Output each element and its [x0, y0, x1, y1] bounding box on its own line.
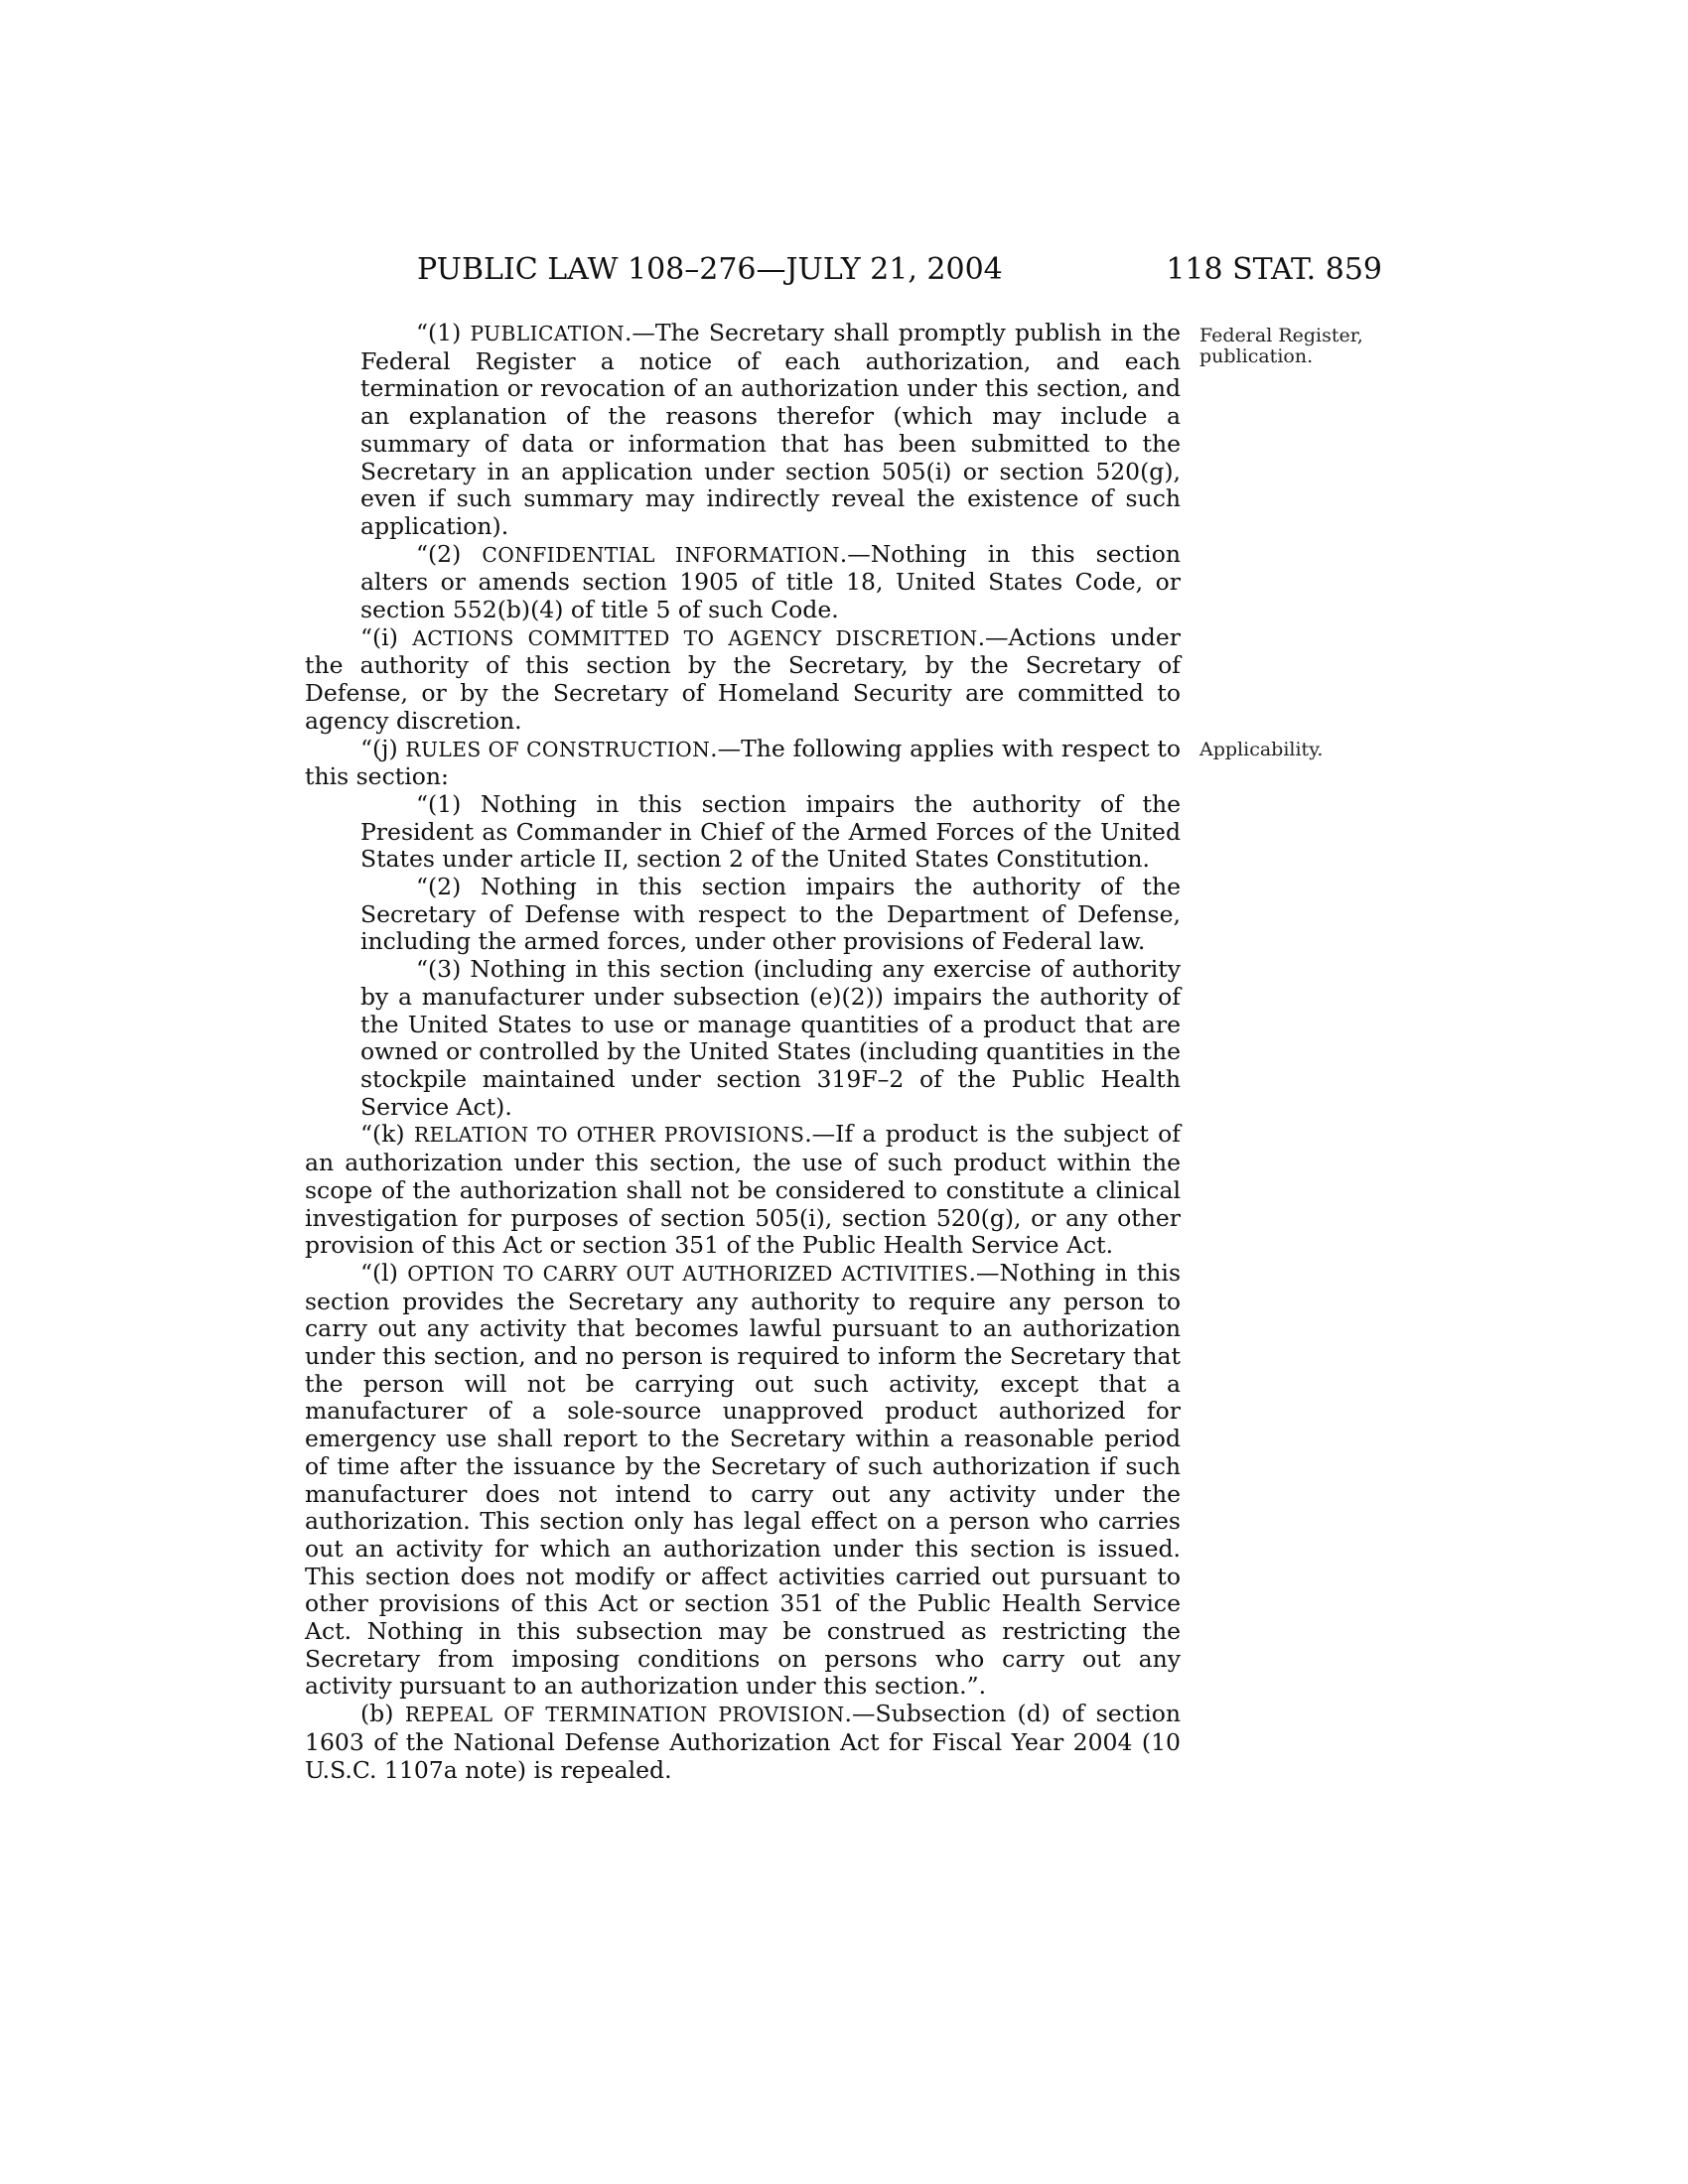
- paragraph-number: “(2): [416, 539, 483, 568]
- paragraph-heading: ACTIONS COMMITTED TO AGENCY DISCRETION: [412, 625, 978, 650]
- paragraph-text: .—Nothing in this section alters or amends section 1905 of title 18, United States Code, or section 552(b)(4) of title 5 of such Code.: [360, 539, 1181, 624]
- paragraph-number: “(l): [360, 1258, 408, 1287]
- paragraph-text: .—Actions under the authority of this section by the Secretary, by the Secretary of Defense, or by the Secretary of Homeland Security are committed to agency discretion.: [305, 622, 1181, 735]
- paragraph-number: (b): [360, 1700, 405, 1728]
- paragraph-number: “(j): [360, 734, 406, 762]
- paragraph-heading: REPEAL OF TERMINATION PROVISION: [404, 1703, 845, 1727]
- paragraph-text: .—The Secretary shall promptly publish in the Federal Register a notice of each authorization, and each termination or revocation of an authorization under this section, and an explanation of the reasons therefor (which may include a summary of data or information that has been submitted to the Secretary in an application under section 505(i) or section 520(g), even if such summary may indirectly reveal the existence of such application).: [360, 319, 1181, 540]
- paragraph-number: “(i): [360, 622, 413, 651]
- subsection-i-actions-committed: [305, 624, 1181, 736]
- margin-note-applicability: Applicability.: [1199, 739, 1324, 760]
- subsection-j-rules-of-construction: [305, 736, 1181, 791]
- paragraph-text: .—If a product is the subject of an authorization under this section, the use of such product within the scope of the authorization shall not be considered to constitute a clinical investigation for purposes of section 505(i), section 520(g), or any other provision of this Act or section 351 of the Public Health Service Act.: [305, 1120, 1181, 1260]
- paragraph-number: “(1): [416, 319, 471, 346]
- paragraph-confidential-information: [305, 541, 1181, 624]
- paragraph-heading: OPTION TO CARRY OUT AUTHORIZED ACTIVITIES: [407, 1261, 969, 1286]
- paragraph-j3: “(3) Nothing in this section (including any exercise of authority by a manufacturer under subsection (e)(2)) impairs the authority of the United States to use or manage quantities of a product that are owned or controlled by the United States (including quantities in the stockpile maintained under section 319F–2 of the Public Health Service Act).: [360, 955, 1181, 1121]
- paragraph-heading: CONFIDENTIAL INFORMATION: [482, 542, 840, 567]
- subsection-l-option-to-carry-out: [305, 1260, 1181, 1701]
- paragraph-heading: PUBLICATION: [470, 322, 625, 345]
- paragraph-heading: RULES OF CONSTRUCTION: [405, 737, 711, 761]
- paragraph-number: “(k): [360, 1120, 414, 1149]
- paragraph-publication: [305, 320, 1181, 541]
- paragraph-text: .—The following applies with respect to this section:: [305, 734, 1181, 791]
- paragraph-text: .—Subsection (d) of section 1603 of the National Defense Authorization Act for Fiscal Year 2004 (10 U.S.C. 1107a note) is repealed.: [305, 1700, 1181, 1784]
- paragraph-j2: “(2) Nothing in this section impairs the authority of the Secretary of Defense with respect to the Department of Defense, including the armed forces, under other provisions of Federal law.: [360, 873, 1181, 956]
- statute-page-number: 118 STAT. 859: [1166, 252, 1382, 287]
- page-header: [298, 250, 1382, 290]
- subsection-b-repeal-of-termination: [305, 1701, 1181, 1784]
- margin-note-federal-register: Federal Register, publication.: [1199, 325, 1363, 367]
- page-title: PUBLIC LAW 108–276—JULY 21, 2004: [417, 252, 1003, 287]
- statute-body: [305, 320, 1181, 1784]
- paragraph-heading: RELATION TO OTHER PROVISIONS: [413, 1123, 805, 1148]
- subsection-k-relation-to-other-provisions: [305, 1121, 1181, 1260]
- paragraph-j1: “(1) Nothing in this section impairs the authority of the President as Commander in Chief of the Armed Forces of the United States under article II, section 2 of the United States Constitution.: [360, 789, 1181, 874]
- paragraph-text: .—Nothing in this section provides the Secretary any authority to require any person to carry out any activity that becomes lawful pursuant to an authorization under this section, and no person is required to inform the Secretary that the person will not be carrying out such activity, except that a manufacturer of a sole-source unapproved product authorized for emergency use shall report to the Secretary within a reasonable period of time after the issuance by the Secretary of such authorization if such manufacturer does not intend to carry out any activity under the authorization. This section only has legal effect on a person who carries out an activity for which an authorization under this section is issued. This section does not modify or affect activities carried out pursuant to other provisions of this Act or section 351 of the Public Health Service Act. Nothing in this subsection may be construed as restricting the Secretary from imposing conditions on persons who carry out any activity pursuant to an authorization under this section.”.: [305, 1258, 1181, 1701]
